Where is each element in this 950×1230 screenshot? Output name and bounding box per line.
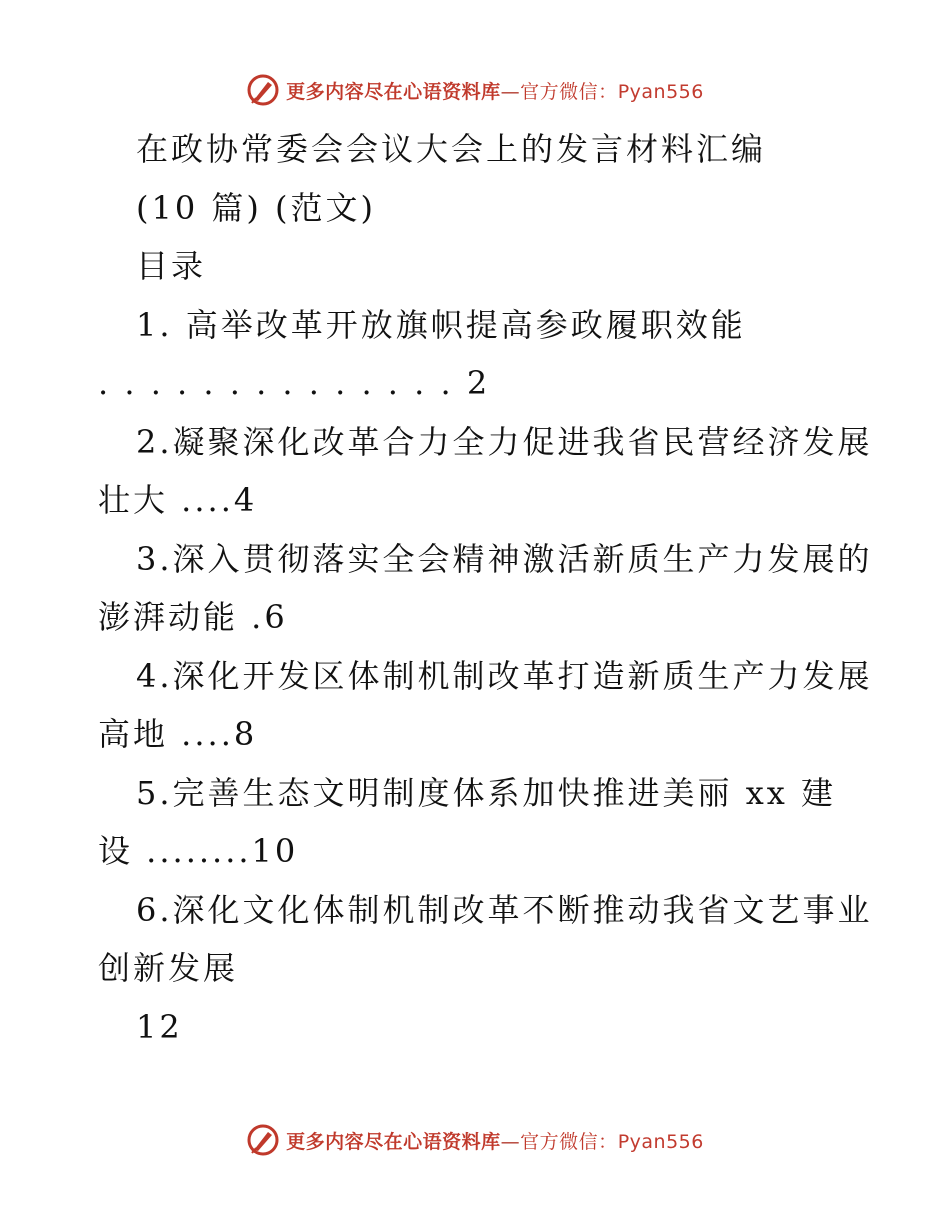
watermark-handle: Pyan556 [617, 1130, 704, 1153]
document-title-line1: 在政协常委会会议大会上的发言材料汇编 [136, 130, 767, 168]
toc-entry-1-page: . . . . . . . . . . . . . . 2 [98, 364, 491, 402]
watermark-official-label: 官方微信： [520, 80, 618, 103]
toc-entry-1-title: 1. 高举改革开放旗帜提高参政履职效能 [136, 305, 746, 344]
watermark-brand: 更多内容尽在心语资料库 [286, 1130, 501, 1153]
watermark-text [286, 1127, 704, 1154]
watermark-separator: — [500, 80, 521, 103]
toc-entry-6-continuation: 创新发展 [98, 949, 239, 987]
footer-watermark-banner [0, 1120, 950, 1160]
toc-entry-5-title: 5.完善生态文明制度体系加快推进美丽 xx 建 [136, 773, 836, 812]
toc-entry-4-page: 高地 ....8 [98, 715, 258, 753]
document-body [98, 120, 873, 1056]
document-title-line2: (10 篇) (范文) [136, 188, 377, 227]
header-watermark-banner [0, 70, 950, 110]
watermark-text [286, 77, 704, 104]
toc-entry-2-title: 2.凝聚深化改革合力全力促进我省民营经济发展 [136, 422, 873, 461]
watermark-separator: — [500, 1130, 521, 1153]
toc-entry-3-page: 澎湃动能 .6 [98, 598, 288, 636]
toc-entry-4-title: 4.深化开发区体制机制改革打造新质生产力发展 [136, 656, 873, 695]
quill-pen-icon [246, 73, 280, 107]
watermark-brand: 更多内容尽在心语资料库 [286, 80, 501, 103]
quill-pen-icon [246, 1123, 280, 1157]
toc-entry-6-page: 12 [136, 1007, 183, 1046]
toc-entry-5-page: 设 ........10 [98, 832, 299, 870]
watermark-handle: Pyan556 [617, 80, 704, 103]
toc-heading: 目录 [136, 247, 207, 285]
toc-entry-2-page: 壮大 ....4 [98, 481, 258, 519]
toc-entry-3-title: 3.深入贯彻落实全会精神激活新质生产力发展的 [136, 539, 873, 578]
watermark-official-label: 官方微信： [520, 1130, 618, 1153]
toc-entry-6-title: 6.深化文化体制机制改革不断推动我省文艺事业 [136, 890, 873, 929]
